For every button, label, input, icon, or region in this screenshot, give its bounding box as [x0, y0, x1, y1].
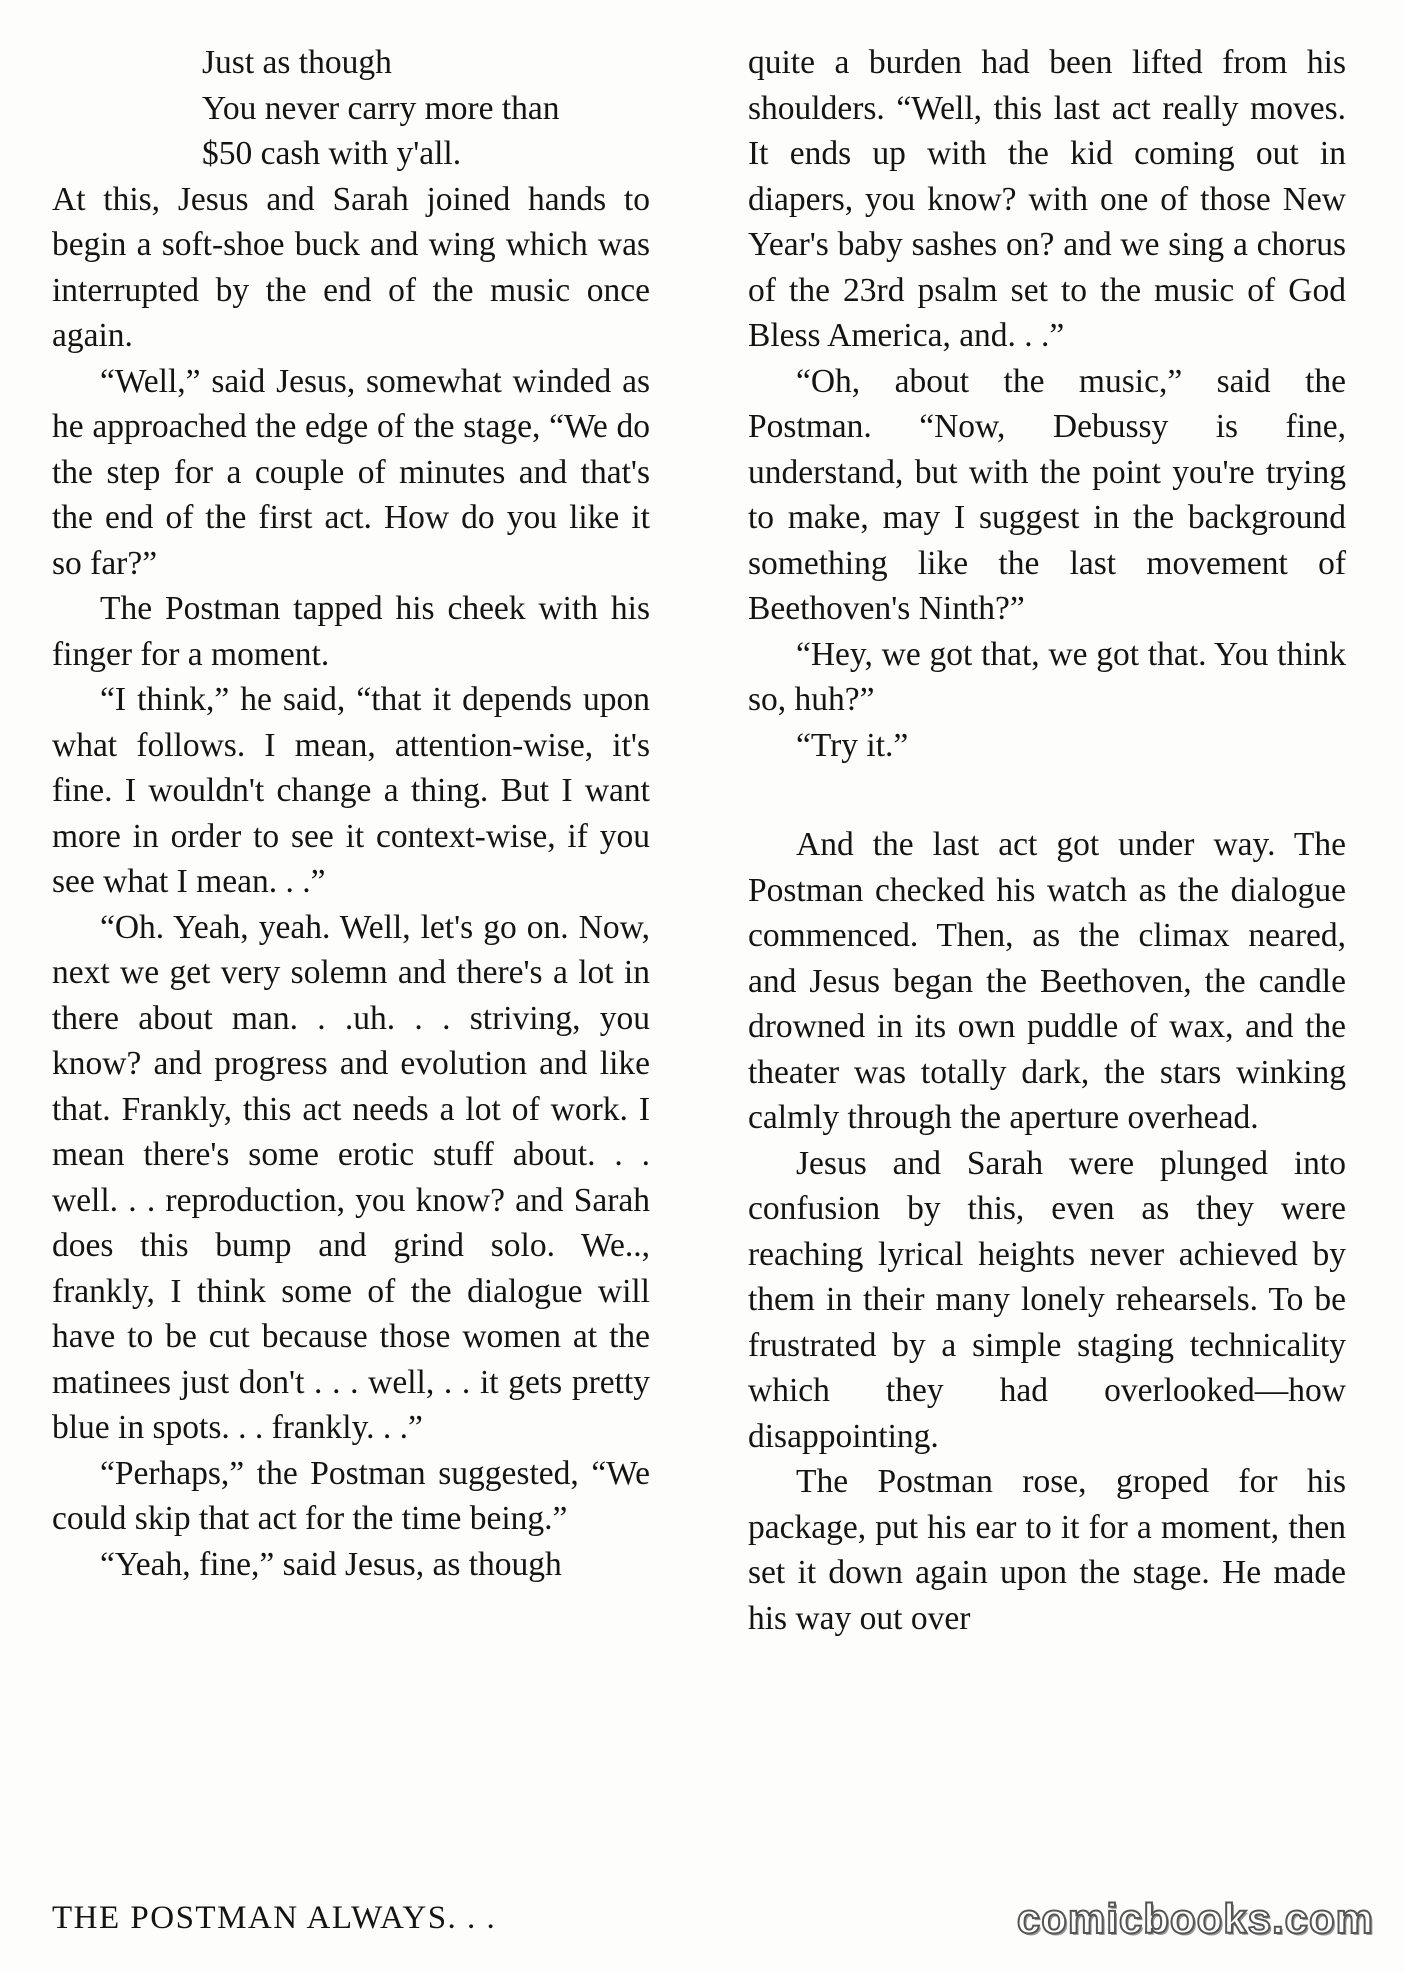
paragraph: “I think,” he said, “that it depends upon what follows. I mean, attention-wise, it's fine. I wouldn't change a thing. But I want more in order to see it context-wise, if you see what I mean. . .” [52, 681, 650, 900]
paragraph: “Oh. Yeah, yeah. Well, let's go on. Now, next we get very solemn and there's a lot in there about man. . .uh. . . striving, you know? and progress and evolution and like that. Frankly, this act needs a lot of work. I mean there's some erotic stuff about. . . well. . . reproduction, you know? and Sarah does this bump and grind solo. We.., frankly, I think some of the dialogue will have to be cut because those women at the matinees just don't . . . well, . . it gets pretty blue in spots. . . frankly. . .” [52, 908, 650, 1446]
right-column [748, 40, 1346, 1641]
paragraph: And the last act got under way. The Postman checked his watch as the dialogue commenced. Then, as the climax neared, and Jesus began the Beethoven, the candle drowned in its own puddle of wax, and the theater was totally dark, the stars winking calmly through the aperture overhead. [748, 826, 1346, 1136]
running-title: THE POSTMAN ALWAYS. . . [52, 1900, 497, 1936]
paragraph: “Try it.” [796, 726, 909, 764]
paragraph: Jesus and Sarah were plunged into confusion by this, even as they were reaching lyrical heights never achieved by them in their many lonely rehearsels. To be frustrated by a simple staging technicality which they had overlooked—how disappointing. [748, 1144, 1346, 1455]
paragraph: At this, Jesus and Sarah joined hands to begin a soft-shoe buck and wing which was interrupted by the end of the music once again. [52, 180, 650, 354]
paragraph: “Well,” said Jesus, somewhat winded as he approached the edge of the stage, “We do the step for a couple of minutes and that's the end of the first act. How do you like it so far?” [52, 362, 650, 582]
watermark-logo: comicbooks.com [1016, 1895, 1374, 1942]
paragraph: “Oh, about the music,” said the Postman. “Now, Debussy is fine, understand, but with the point you're trying to make, may I suggest in the background something like the last movement of Beethoven's Ninth?” [748, 362, 1346, 627]
left-column [52, 40, 650, 1587]
paragraph: quite a burden had been lifted from his shoulders. “Well, this last act really moves. It ends up with the kid coming out in diapers, you know? with one of those New Year's baby sashes on? and we sing a chorus of the 23rd psalm set to the music of God Bless America, and. . .” [748, 44, 1346, 354]
paragraph: “Yeah, fine,” said Jesus, as though [100, 1545, 562, 1583]
verse-line: Just as though [202, 44, 392, 81]
paragraph: “Perhaps,” the Postman suggested, “We could skip that act for the time being.” [52, 1454, 650, 1537]
paragraph: “Hey, we got that, we got that. You think so, huh?” [748, 635, 1346, 718]
verse-line: You never carry more than [202, 89, 560, 127]
paragraph: The Postman tapped his cheek with his finger for a moment. [52, 590, 650, 673]
paragraph: The Postman rose, groped for his package, put his ear to it for a moment, then set it down again upon the stage. He made his way out over [748, 1463, 1346, 1637]
verse-line: $50 cash with y'all. [202, 135, 462, 172]
